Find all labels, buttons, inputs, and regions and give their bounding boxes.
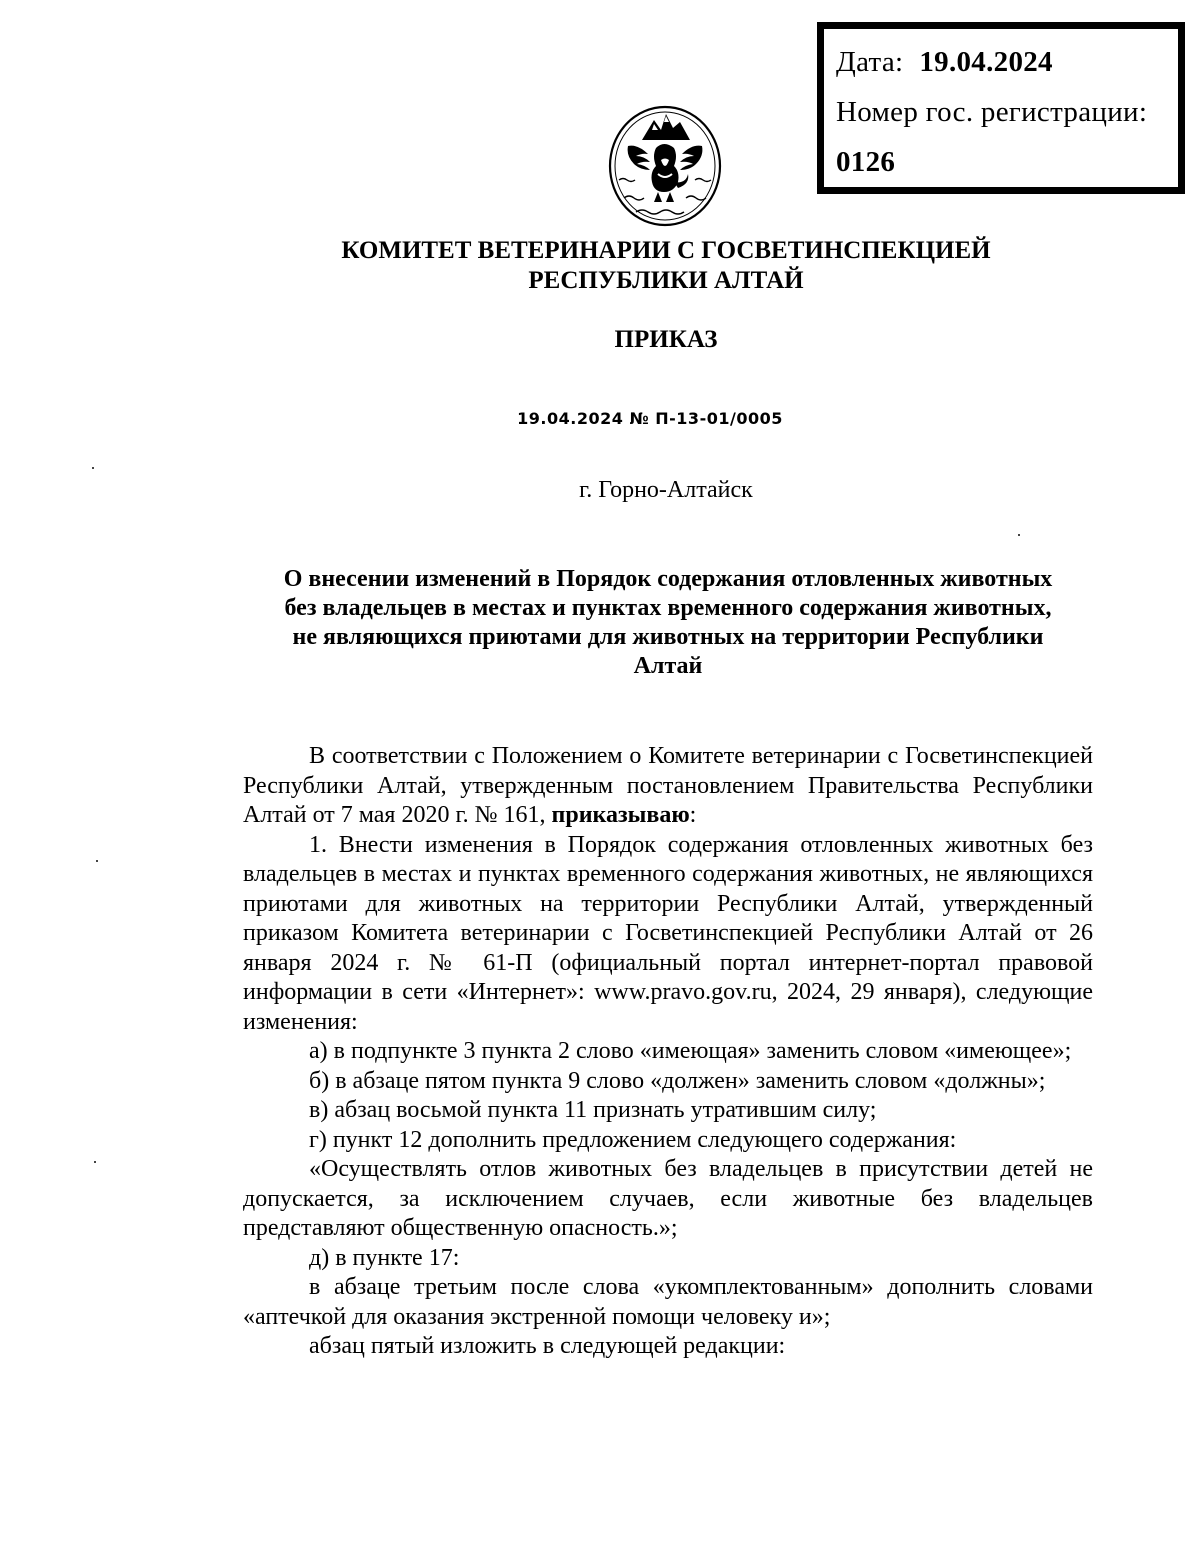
document-heading-line3: не являющихся приютами для животных на территории Республики [292, 624, 1044, 650]
item-1-paragraph: 1. Внести изменения в Порядок содержания отловленных животных без владельцев в местах и пунктах временного содержания животных, не являющихся приютами для животных на территории Республики Алтай, утвержденный приказом Комитета ветеринарии с Госветинспекцией Республики Алтай от 26 января 2024 г. № 61-П (официальный портал интернет-портал правовой информации в сети «Интернет»: www.pravo.gov.ru, 2024, 29 января), следующие изменения: [243, 831, 1093, 1035]
document-heading-line4: Алтай [633, 653, 703, 679]
item-d2-paragraph: абзац пятый изложить в следующей редакции: [309, 1333, 786, 1359]
registration-number-value: 0126 [836, 146, 896, 178]
item-d1-paragraph: в абзаце третьим после слова «укомплектованным» дополнить словами «аптечкой для оказания экстренной помощи человеку и»; [243, 1274, 1093, 1330]
item-b-paragraph: б) в абзаце пятом пункта 9 слово «должен» заменить словом «должны»; [309, 1067, 1046, 1094]
document-heading-line1: О внесении изменений в Порядок содержания отловленных животных [283, 566, 1053, 592]
preamble-paragraph [243, 742, 1093, 831]
registration-date-label: Дата: [836, 46, 904, 78]
organization-name-line1: КОМИТЕТ ВЕТЕРИНАРИИ С ГОСВЕТИНСПЕКЦИЕЙ [341, 237, 991, 264]
organization-name [0, 236, 1200, 296]
item-d-paragraph: д) в пункте 17: [309, 1244, 460, 1271]
scan-speck [96, 860, 98, 862]
item-a-paragraph: а) в подпункте 3 пункта 2 слово «имеющая» заменить словом «имеющее»; [309, 1038, 1072, 1064]
registration-number-label: Номер гос. регистрации: [836, 96, 1148, 128]
scan-speck [92, 467, 94, 469]
preamble-end: : [689, 802, 697, 828]
preamble-bold-word: приказываю [551, 802, 690, 828]
registration-date-value: 19.04.2024 [919, 46, 1053, 78]
preamble-text: В соответствии с Положением о Комитете ветеринарии с Госветинспекцией Республики Алтай, утвержденным постановлением Правительства Республики Алтай от 7 мая 2020 г. № 161, [243, 743, 1093, 828]
scan-speck [1018, 534, 1020, 536]
registration-stamp [817, 22, 1185, 194]
city: г. Горно-Алтайск [579, 477, 753, 503]
document-type: ПРИКАЗ [614, 326, 718, 353]
item-g-paragraph: г) пункт 12 дополнить предложением следующего содержания: [309, 1126, 957, 1153]
scan-speck [94, 1161, 96, 1163]
coat-of-arms-icon [606, 102, 724, 228]
document-body [243, 742, 1093, 1362]
document-heading [243, 565, 1093, 681]
organization-name-line2: РЕСПУБЛИКИ АЛТАЙ [528, 267, 804, 294]
quote-paragraph: «Осуществлять отлов животных без владельцев в присутствии детей не допускается, за исключением случаев, если животные без владельцев представляют общественную опасность.»; [243, 1156, 1093, 1241]
item-v-paragraph: в) абзац восьмой пункта 11 признать утратившим силу; [309, 1097, 877, 1123]
document-heading-line2: без владельцев в местах и пунктах временного содержания животных, [284, 595, 1052, 621]
order-number: 19.04.2024 № П-13-01/0005 [517, 409, 783, 428]
registration-date-row [836, 37, 1178, 87]
